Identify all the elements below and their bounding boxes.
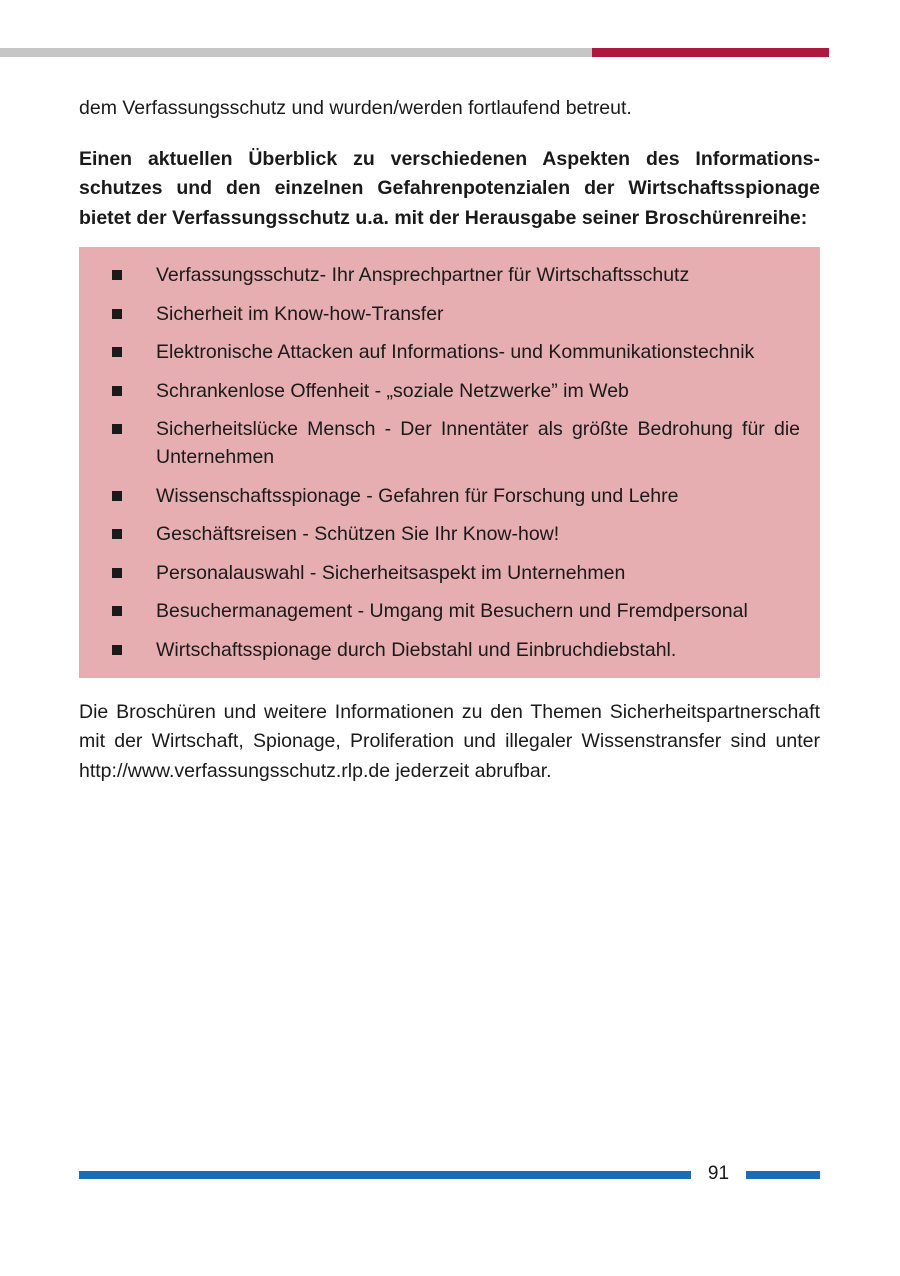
square-bullet-icon	[112, 529, 122, 539]
square-bullet-icon	[112, 347, 122, 357]
page-content	[79, 94, 820, 786]
list-item-text: Personalauswahl - Sicherheitsaspekt im Unternehmen	[156, 561, 626, 584]
list-item	[79, 482, 800, 510]
header-rule-grey	[0, 48, 592, 57]
brochure-list-box	[79, 247, 820, 678]
square-bullet-icon	[112, 606, 122, 616]
footer-rule-right	[746, 1171, 820, 1179]
list-item-text: Geschäftsreisen - Schützen Sie Ihr Know-how!	[156, 523, 560, 545]
list-item	[79, 597, 800, 625]
square-bullet-icon	[112, 568, 122, 578]
bold-paragraph: Einen aktuellen Überblick zu verschiedenen Aspekten des Informationsschutzes und den einzelnen Gefahrenpotenzialen der Wirtschaftsspionage bietet der Verfassungsschutz u.a. mit der Herausgabe seiner Broschürenreihe:	[79, 147, 820, 229]
list-item-text: Sicherheitslücke Mensch - Der Innentäter als größte Bedrohung für die Unternehmen	[156, 418, 800, 468]
square-bullet-icon	[112, 424, 122, 434]
list-item-text: Wirtschaftsspionage durch Diebstahl und Einbruchdiebstahl.	[156, 638, 677, 661]
square-bullet-icon	[112, 270, 122, 280]
list-item-text: Besuchermanagement - Umgang mit Besuchern und Fremdpersonal	[156, 600, 748, 622]
intro-paragraph: dem Verfassungsschutz und wurden/werden fortlaufend betreut.	[79, 97, 632, 119]
header-rule-red	[592, 48, 829, 57]
footer-rule-left	[79, 1171, 691, 1179]
list-item-text: Sicherheit im Know-how-Transfer	[156, 302, 444, 325]
list-item	[79, 338, 800, 366]
page-number: 91	[707, 1163, 730, 1184]
list-item	[79, 636, 800, 664]
list-item	[79, 377, 800, 405]
list-item	[79, 520, 800, 548]
square-bullet-icon	[112, 386, 122, 396]
list-item-text: Wissenschaftsspionage - Gefahren für Forschung und Lehre	[156, 484, 679, 507]
header-rule	[0, 48, 829, 57]
page-footer	[79, 1161, 820, 1191]
square-bullet-icon	[112, 491, 122, 501]
list-item-text: Verfassungsschutz- Ihr Ansprechpartner für Wirtschaftsschutz	[156, 264, 690, 286]
list-item	[79, 415, 800, 471]
list-item	[79, 559, 800, 587]
square-bullet-icon	[112, 309, 122, 319]
square-bullet-icon	[112, 645, 122, 655]
list-item	[79, 261, 800, 289]
brochure-list	[79, 261, 800, 664]
closing-paragraph: Die Broschüren und weitere Informationen zu den Themen Sicherheitspartnerschaft mit der Wirtschaft, Spionage, Proliferation und illegaler Wissenstransfer sind unter http://www.verfassungsschutz.rlp.de jederzeit abrufbar.	[79, 700, 820, 782]
list-item	[79, 300, 800, 328]
list-item-text: Schrankenlose Offenheit - „soziale Netzwerke” im Web	[156, 379, 629, 402]
list-item-text: Elektronische Attacken auf Informations- und Kommunikationstechnik	[156, 341, 755, 363]
